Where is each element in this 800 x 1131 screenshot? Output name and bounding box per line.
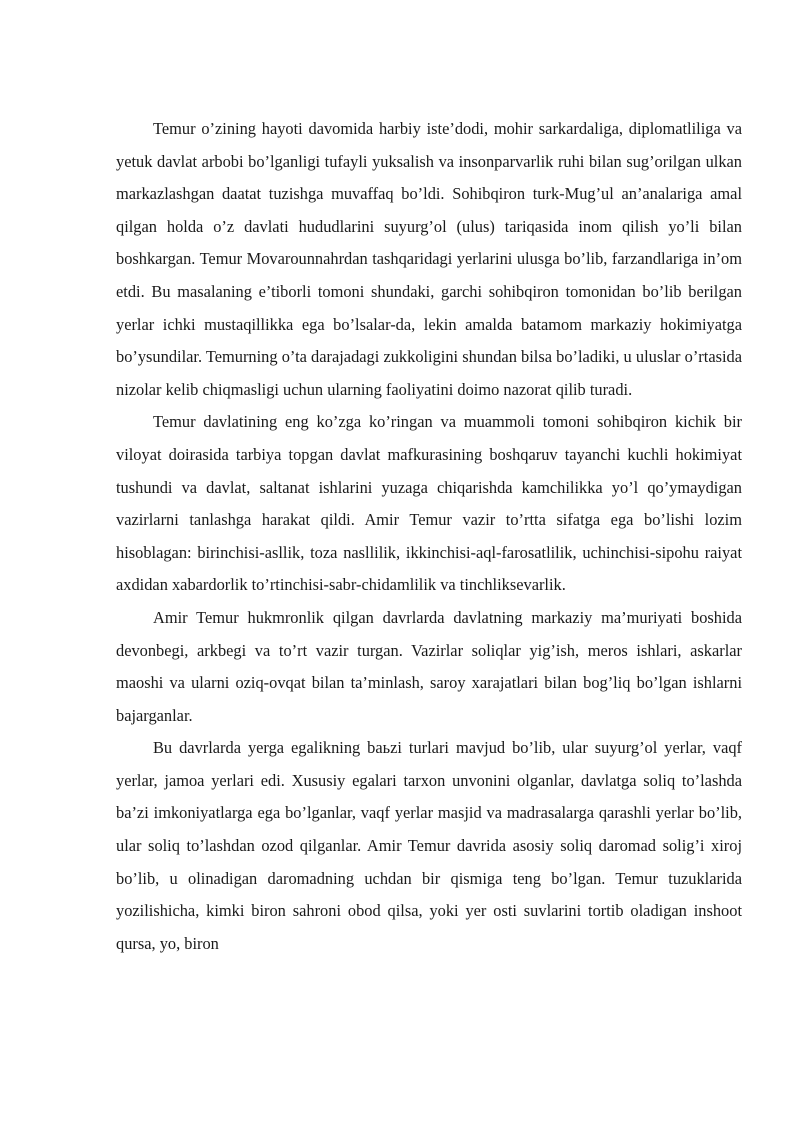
paragraph-temur-governance: Temur o’zining hayoti davomida harbiy iste’dodi, mohir sarkardaliga, diplomatliliga va yetuk davlat arbobi bo’lganligi tufayli yuksalish va insonparvarlik ruhi bilan sug’orilgan ulkan markazlashgan daatat tuzishga muvaffaq bo’ldi. Sohibqiron turk-Mug’ul an’analariga amal qilgan holda o’z davlati hududlarini suyurg’ol (ulus) tariqasida inom qilish yo’li bilan boshkargan. Temur Movarounnahrdan tashqaridagi yerlarini ulusga bo’lib, farzandlariga in’om etdi. Bu masalaning e’tiborli tomoni shundaki, garchi sohibqiron tomonidan bo’lib berilgan yerlar ichki mustaqillikka ega bo’lsalar-da, lekin amalda batamom markaziy hokimiyatga bo’ysundilar. Temurning o’ta darajadagi zukkoligini shundan bilsa bo’ladiki, u uluslar o’rtasida nizolar kelib chiqmasligi uchun ularning faoliyatini doimo nazorat qilib turadi. xyxy=(116,119,742,399)
paragraph-vizier-qualities: Temur davlatining eng ko’zga ko’ringan va muammoli tomoni sohibqiron kichik bir viloyat doirasida tarbiya topgan davlat mafkurasining boshqaruv tayanchi kuchli hokimiyat tushundi va davlat, saltanat ishlarini yuzaga chiqarishda kamchilikka yo’l qo’ymaydigan vazirlarni tanlashga harakat qildi. Amir Temur vazir to’rtta sifatga ega bo’lishi lozim hisoblagan: birinchisi-asllik, toza nasllilik, ikkinchisi-aql-farosatlilik, uchinchisi-sipohu raiyat axdidan xabardorlik to’rtinchisi-sabr-chidamlilik va tinchliksevarlik. xyxy=(116,412,742,595)
document-page xyxy=(116,113,742,960)
paragraph-central-administration: Amir Temur hukmronlik qilgan davrlarda davlatning markaziy ma’muriyati boshida devonbegi, arkbegi va to’rt vazir turgan. Vazirlar soliqlar yig’ish, meros ishlari, askarlar maoshi va ularni oziq-ovqat bilan ta’minlash, saroy xarajatlari bilan bog’liq bo’lgan ishlarni bajarganlar. xyxy=(116,607,742,725)
paragraph-land-ownership: Bu davrlarda yerga egalikning baьzi turlari mavjud bo’lib, ular suyurg’ol yerlar, vaqf yerlar, jamoa yerlari edi. Xususiy egalari tarxon unvonini olganlar, davlatga soliq to’lashda ba’zi imkoniyatlarga ega bo’lganlar, vaqf yerlar masjid va madrasalarga qarashli yerlar bo’lib, ular soliq to’lashdan ozod qilganlar. Amir Temur davrida asosiy soliq daromad solig’i xiroj bo’lib, u olinadigan daromadning uchdan bir qismiga teng bo’lgan. Temur tuzuklarida yozilishicha, kimki biron sahroni obod qilsa, yoki yer osti suvlarini tortib oladigan inshoot qursa, yo, biron xyxy=(116,738,742,953)
